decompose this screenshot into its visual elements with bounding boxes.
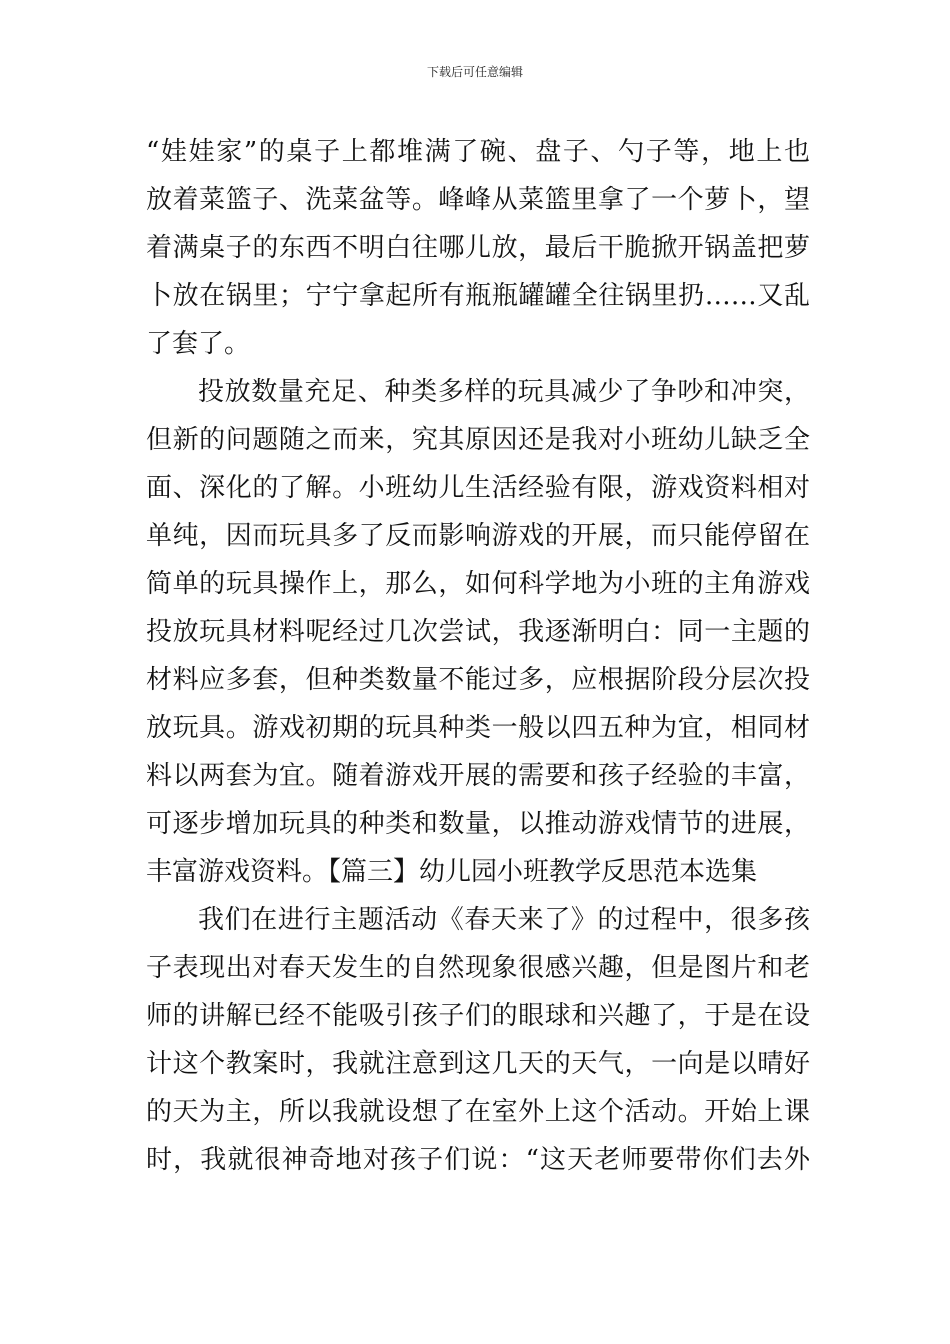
text-line: 放玩具。游戏初期的玩具种类一般以四五种为宜，相同材 — [146, 713, 810, 743]
text-line: 计这个教案时，我就注意到这几天的天气，一向是以晴好 — [146, 1049, 810, 1079]
text-line: 投放玩具材料呢经过几次尝试，我逐渐明白：同一主题的 — [146, 617, 810, 647]
text-line: 简单的玩具操作上，那么，如何科学地为小班的主角游戏 — [146, 569, 810, 599]
text-line: 卜放在锅里；宁宁拿起所有瓶瓶罐罐全往锅里扔……又乱 — [146, 281, 810, 311]
text-line: 单纯，因而玩具多了反而影响游戏的开展，而只能停留在 — [146, 521, 810, 551]
text-line: 丰富游戏资料。【篇三】幼儿园小班教学反思范本选集 — [146, 857, 758, 887]
text-line: 的天为主，所以我就设想了在室外上这个活动。开始上课 — [146, 1097, 810, 1127]
text-line: 我们在进行主题活动《春天来了》的过程中，很多孩 — [198, 905, 810, 935]
document-body — [146, 128, 810, 1184]
text-line: 面、深化的了解。小班幼儿生活经验有限，游戏资料相对 — [146, 473, 810, 503]
text-line: 料以两套为宜。随着游戏开展的需要和孩子经验的丰富， — [146, 761, 810, 791]
text-line: 投放数量充足、种类多样的玩具减少了争吵和冲突， — [198, 377, 810, 407]
text-line: 了套了。 — [146, 329, 251, 359]
paragraph-1 — [146, 128, 810, 368]
paragraph-3 — [146, 896, 810, 1184]
paragraph-2 — [146, 368, 810, 896]
text-line: 放着菜篮子、洗菜盆等。峰峰从菜篮里拿了一个萝卜，望 — [146, 185, 810, 215]
text-line: 着满桌子的东西不明白往哪儿放，最后干脆掀开锅盖把萝 — [146, 233, 810, 263]
text-line: “娃娃家”的桌子上都堆满了碗、盘子、勺子等，地上也 — [146, 137, 810, 167]
text-line: 师的讲解已经不能吸引孩子们的眼球和兴趣了，于是在设 — [146, 1001, 810, 1031]
page-header: 下载后可任意编辑 — [426, 65, 523, 79]
text-line: 时，我就很神奇地对孩子们说：“这天老师要带你们去外 — [146, 1145, 810, 1175]
text-line: 但新的问题随之而来，究其原因还是我对小班幼儿缺乏全 — [146, 425, 810, 455]
text-line: 子表现出对春天发生的自然现象很感兴趣，但是图片和老 — [146, 953, 810, 983]
text-line: 可逐步增加玩具的种类和数量，以推动游戏情节的进展， — [146, 809, 810, 839]
text-line: 材料应多套，但种类数量不能过多，应根据阶段分层次投 — [146, 665, 810, 695]
